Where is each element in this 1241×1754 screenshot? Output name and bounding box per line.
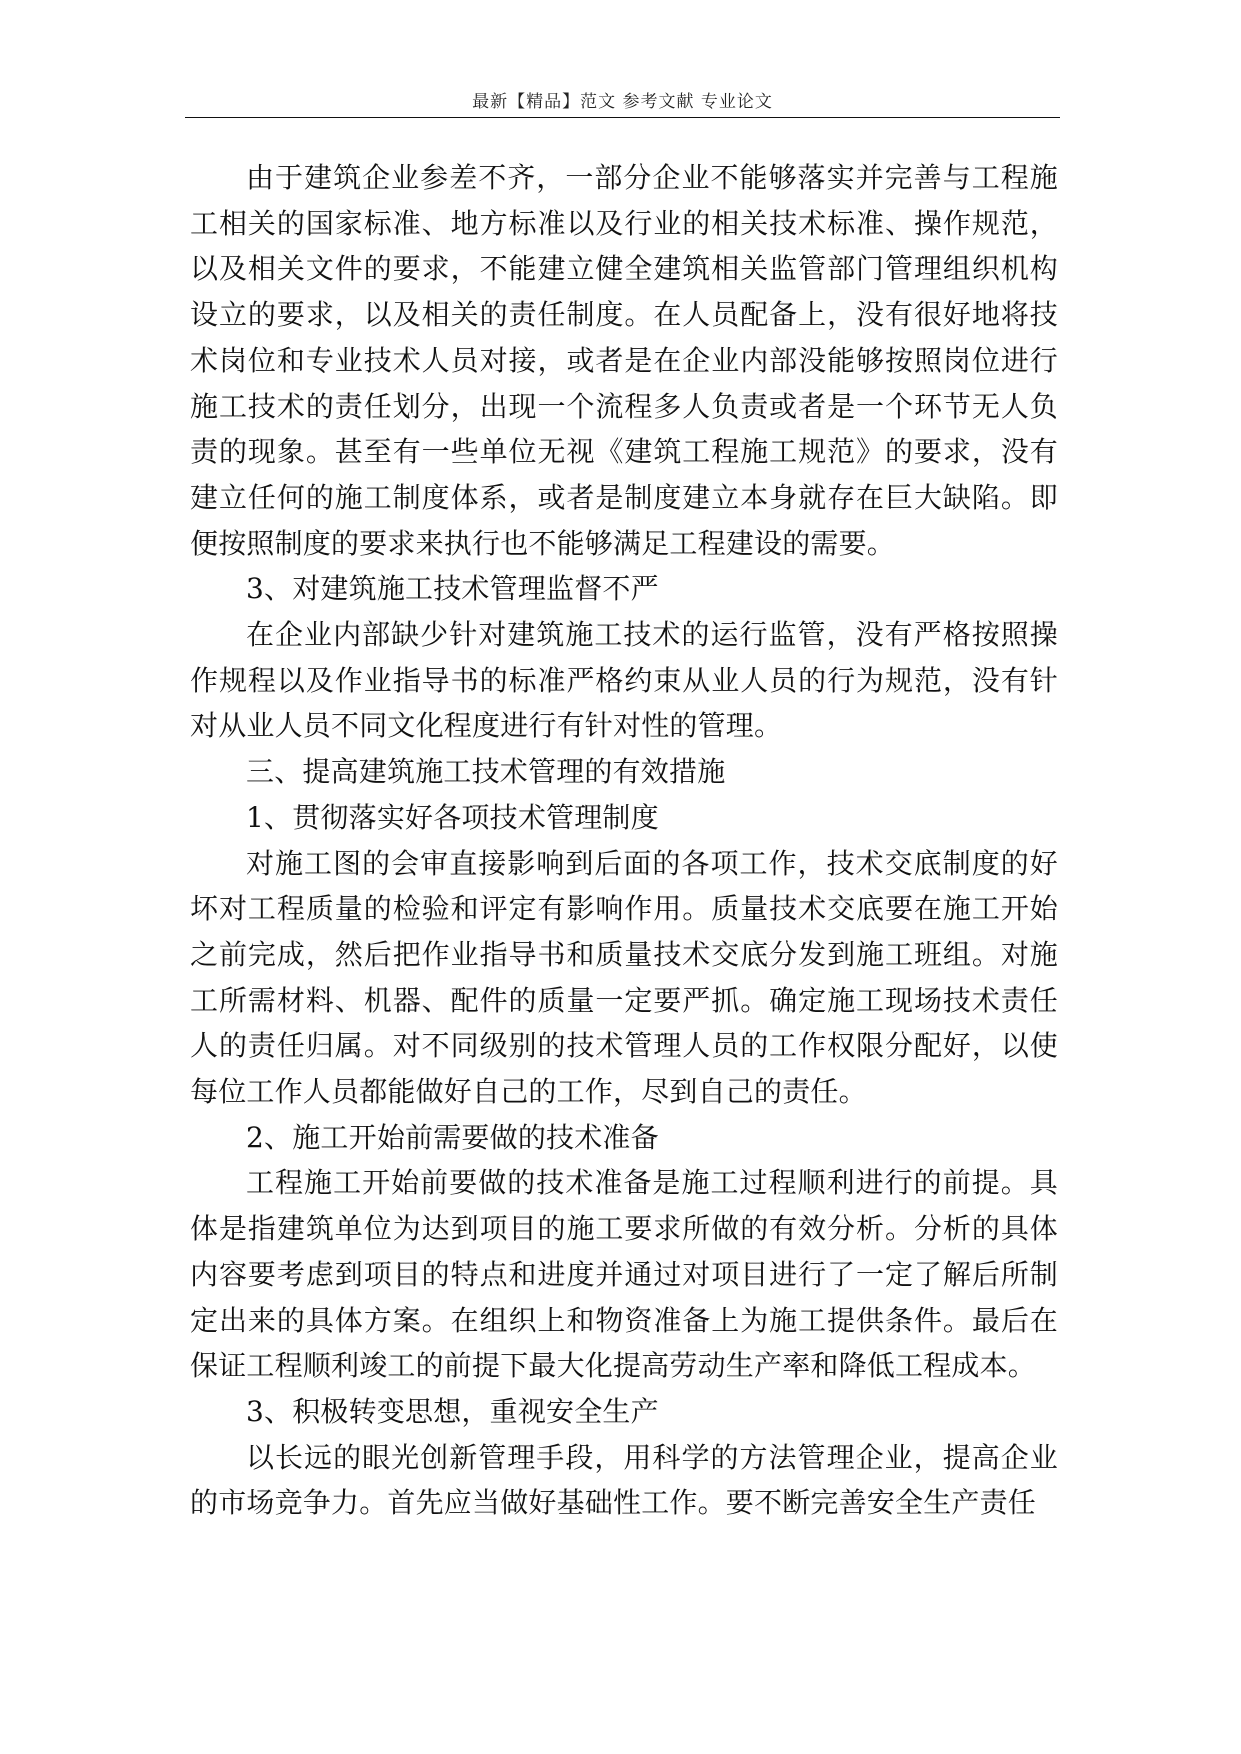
section-heading: 三、提高建筑施工技术管理的有效措施 [246,755,726,789]
header-divider [185,117,1060,118]
paragraph: 在企业内部缺少针对建筑施工技术的运行监管，没有严格按照操作规程以及作业指导书的标准严格约束从业人员的行为规范，没有针对从业人员不同文化程度进行有针对性的管理。 [190,618,1058,743]
section-heading: 3、对建筑施工技术管理监督不严 [246,572,659,606]
paragraph: 由于建筑企业参差不齐，一部分企业不能够落实并完善与工程施工相关的国家标准、地方标准以及行业的相关技术标准、操作规范，以及相关文件的要求，不能建立健全建筑相关监管部门管理组织机构设立的要求，以及相关的责任制度。在人员配备上，没有很好地将技术岗位和专业技术人员对接，或者是在企业内部没能够按照岗位进行施工技术的责任划分，出现一个流程多人负责或者是一个环节无人负责的现象。甚至有一些单位无视《建筑工程施工规范》的要求，没有建立任何的施工制度体系，或者是制度建立本身就存在巨大缺陷。即便按照制度的要求来执行也不能够满足工程建设的需要。 [190,161,1058,560]
section-heading: 1、贯彻落实好各项技术管理制度 [246,800,659,834]
paragraph: 以长远的眼光创新管理手段，用科学的方法管理企业，提高企业的市场竞争力。首先应当做好基础性工作。要不断完善安全生产责任 [190,1440,1058,1520]
paragraph: 对施工图的会审直接影响到后面的各项工作，技术交底制度的好坏对工程质量的检验和评定有影响作用。质量技术交底要在施工开始之前完成，然后把作业指导书和质量技术交底分发到施工班组。对施工所需材料、机器、配件的质量一定要严抓。确定施工现场技术责任人的责任归属。对不同级别的技术管理人员的工作权限分配好，以使每位工作人员都能做好自己的工作，尽到自己的责任。 [190,846,1058,1109]
section-heading: 2、施工开始前需要做的技术准备 [246,1120,659,1154]
paragraph: 工程施工开始前要做的技术准备是施工过程顺利进行的前提。具体是指建筑单位为达到项目的施工要求所做的有效分析。分析的具体内容要考虑到项目的特点和进度并通过对项目进行了一定了解后所制定出来的具体方案。在组织上和物资准备上为施工提供条件。最后在保证工程顺利竣工的前提下最大化提高劳动生产率和降低工程成本。 [190,1166,1058,1383]
section-heading: 3、积极转变思想，重视安全生产 [246,1394,659,1428]
running-header: 最新【精品】范文 参考文献 专业论文 [472,92,773,112]
body-text [190,155,1058,1526]
